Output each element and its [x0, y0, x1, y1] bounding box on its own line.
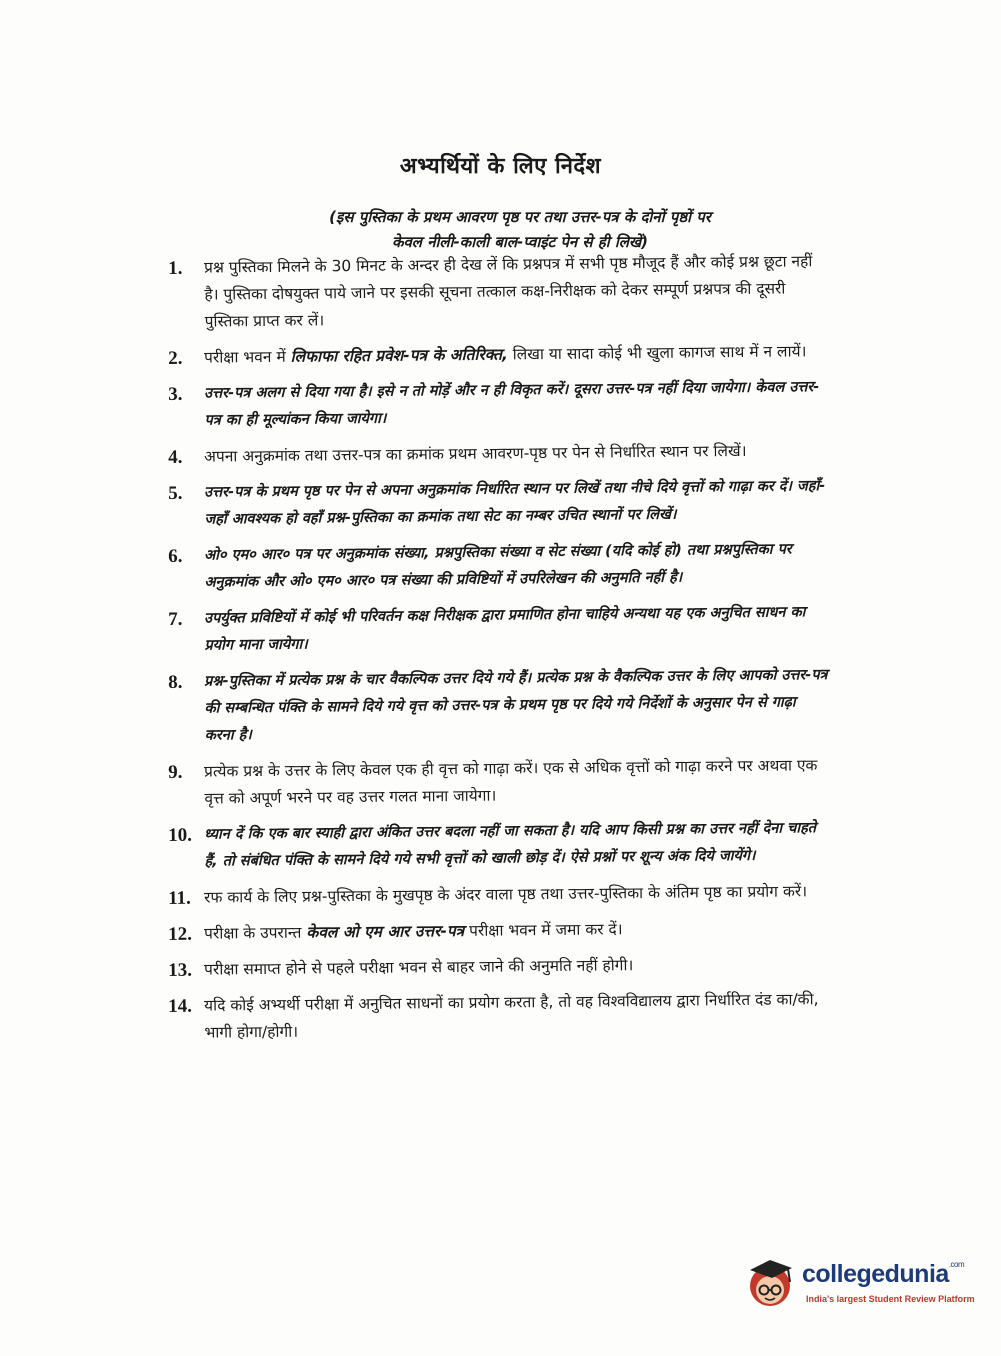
instruction-number: 7.: [168, 608, 183, 630]
instruction-number: 4.: [168, 446, 183, 468]
instruction-number: 2.: [168, 347, 183, 369]
brand-tagline: India's largest Student Review Platform: [806, 1294, 975, 1304]
instruction-list: [168, 252, 828, 1056]
brand-name: collegedunia: [802, 1260, 949, 1288]
instruction-text: उपर्युक्त प्रविष्टियों में कोई भी परिवर्तन कक्ष निरीक्षक द्वारा प्रमाणित होना चाहिये अन्यथा यह एक अनुचित साधन का प्रयोग माना जायेगा।: [204, 604, 806, 654]
document-title: अभ्यर्थियों के लिए निर्देश: [399, 154, 602, 179]
instruction-text: प्रश्न-पुस्तिका में प्रत्येक प्रश्न के चार वैकल्पिक उत्तर दिये गये हैं। प्रत्येक प्रश्न के वैकल्पिक उत्तर के लिए आपको उत्तर-पत्र की सम्बन्धित पंक्ति के सामने दिये गये वृत्त को उत्तर-पत्र के प्रथम पृष्ठ पर दिये गये निर्देशों के अनुसार पेन से गाढ़ा करना है।: [204, 667, 828, 744]
instruction-item: [168, 662, 829, 750]
brand-suffix: .com: [948, 1260, 965, 1269]
instruction-number: 5.: [168, 482, 183, 504]
instruction-text-part: परीक्षा भवन में: [204, 347, 291, 367]
instruction-text: उत्तर-पत्र के प्रथम पृष्ठ पर पेन से अपना अनुक्रमांक निर्धारित स्थान पर लिखें तथा नीचे दिये वृत्तों को गाढ़ा कर दें। जहाँ-जहाँ आवश्यक हो वहाँ प्रश्न-पुस्तिका का क्रमांक तथा सेट का नम्बर उचित स्थानों पर लिखें।: [204, 478, 826, 528]
instruction-number: 14.: [168, 995, 193, 1017]
instruction-text: [204, 914, 828, 948]
instruction-item: [168, 437, 828, 471]
instruction-item: [168, 248, 829, 336]
instruction-item: [168, 338, 828, 372]
instruction-number: 9.: [168, 761, 183, 783]
instruction-number: 8.: [168, 671, 183, 693]
instruction-text: [204, 338, 828, 372]
instruction-text: ध्यान दें कि एक बार स्याही द्वारा अंकित उत्तर बदला नहीं जा सकता है। यदि आप किसी प्रश्न का उत्तर नहीं देना चाहते हैं, तो संबंधित पंक्ति के सामने दिये गये सभी वृत्तों को खाली छोड़ दें। ऐसे प्रश्नों पर शून्य अंक दिये जायेंगे।: [204, 820, 817, 870]
instruction-item: [168, 473, 829, 534]
instruction-text-emphasis: केवल ओ एम आर उत्तर-पत्र: [306, 921, 465, 942]
instruction-text-emphasis: लिफाफा रहित प्रवेश-पत्र के अतिरिक्त,: [290, 345, 508, 366]
instruction-text: रफ कार्य के लिए प्रश्न-पुस्तिका के मुखपृष्ठ के अंदर वाला पृष्ठ तथा उत्तर-पुस्तिका के अंतिम पृष्ठ का प्रयोग करें।: [204, 882, 808, 907]
instruction-item: [168, 914, 828, 948]
instruction-item: [168, 374, 829, 435]
instruction-text: प्रश्न पुस्तिका मिलने के 30 मिनट के अन्दर ही देख लें कि प्रश्नपत्र में सभी पृष्ठ मौजूद हैं और कोई प्रश्न छूटा नहीं है। पुस्तिका दोषयुक्त पाये जाने पर इसकी सूचना तत्काल कक्ष-निरीक्षक को देकर सम्पूर्ण प्रश्नपत्र की दूसरी पुस्तिका प्राप्त कर लें।: [204, 252, 813, 331]
instruction-text-part: परीक्षा भवन में जमा कर दें।: [464, 920, 623, 940]
instruction-item: [168, 986, 829, 1047]
instruction-number: 3.: [168, 383, 183, 405]
instruction-item: [168, 878, 828, 912]
instruction-number: 12.: [168, 923, 193, 945]
instruction-text-part: परीक्षा के उपरान्त: [204, 923, 307, 943]
instruction-item: [168, 815, 829, 876]
instruction-number: 6.: [168, 545, 183, 567]
instruction-number: 11.: [168, 887, 191, 909]
instruction-text-part: लिखा या सादा कोई भी खुला कागज साथ में न लायें।: [507, 342, 807, 364]
instruction-number: 13.: [168, 959, 193, 981]
brand-wordmark: [802, 1260, 964, 1289]
instruction-text: ओ० एम० आर० पत्र पर अनुक्रमांक संख्या, प्रश्नपुस्तिका संख्या व सेट संख्या (यदि कोई हो) तथा प्रश्नपुस्तिका पर अनुक्रमांक और ओ० एम० आर० पत्र संख्या की प्रविष्टियों में उपरिलेखन की अनुमति नहीं है।: [204, 541, 792, 591]
instruction-text: अपना अनुक्रमांक तथा उत्तर-पत्र का क्रमांक प्रथम आवरण-पृष्ठ पर पेन से निर्धारित स्थान पर लिखें।: [204, 441, 747, 466]
instruction-text: परीक्षा समाप्त होने से पहले परीक्षा भवन से बाहर जाने की अनुमति नहीं होगी।: [204, 956, 634, 979]
instruction-item: [168, 599, 829, 660]
instruction-text: उत्तर-पत्र अलग से दिया गया है। इसे न तो मोड़ें और न ही विकृत करें। दूसरा उत्तर-पत्र नहीं दिया जायेगा। केवल उत्तर-पत्र का ही मूल्यांकन किया जायेगा।: [204, 379, 820, 429]
subtitle-line-1: (इस पुस्तिका के प्रथम आवरण पृष्ठ पर तथा उत्तर-पत्र के दोनों पृष्ठों पर: [329, 208, 711, 226]
student-mascot-logo-icon: [740, 1252, 800, 1312]
subtitle-line-2: केवल नीली-काली बाल-प्वाइंट पेन से ही लिखें): [391, 233, 649, 251]
instruction-text: यदि कोई अभ्यर्थी परीक्षा में अनुचित साधनों का प्रयोग करता है, तो वह विश्वविद्यालय द्वारा निर्धारित दंड का/की, भागी होगा/होगी।: [204, 990, 819, 1042]
instruction-text: प्रत्येक प्रश्न के उत्तर के लिए केवल एक ही वृत्त को गाढ़ा करें। एक से अधिक वृत्तों को गाढ़ा करने पर अथवा एक वृत्त को अपूर्ण भरने पर वह उत्तर गलत माना जायेगा।: [204, 756, 818, 808]
instruction-item: [168, 950, 828, 984]
instruction-item: [168, 752, 829, 813]
document-subtitle: [200, 205, 840, 255]
instruction-number: 10.: [168, 824, 193, 846]
instruction-item: [168, 536, 829, 597]
instruction-number: 1.: [168, 257, 183, 279]
collegedunia-watermark: [740, 1248, 975, 1318]
